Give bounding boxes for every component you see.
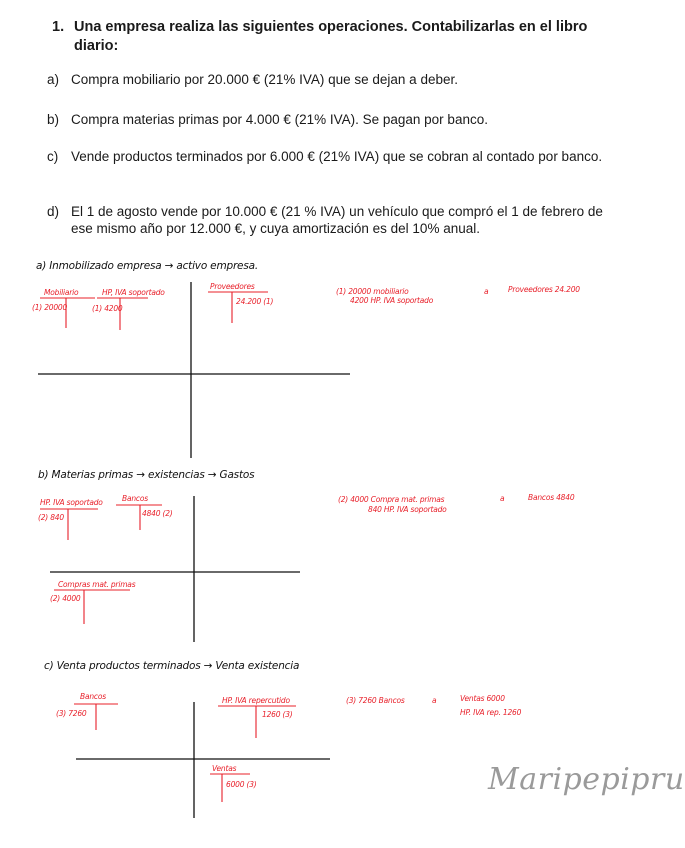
journal-a-debit-1: (1) 20000 mobiliario: [336, 287, 409, 296]
t-account-bancos-c-name: Bancos: [80, 692, 106, 701]
t-account-bancos-b-name: Bancos: [122, 494, 148, 503]
note-b-heading: b) Materias primas → existencias → Gastos: [38, 469, 255, 481]
note-c-heading: c) Venta productos terminados → Venta existencia: [44, 660, 300, 672]
t-account-compras-entry: (2) 4000: [50, 594, 81, 603]
item-text: Compra materias primas por 4.000 € (21% IVA). Se pagan por banco.: [71, 112, 488, 127]
journal-b-debit-1: (2) 4000 Compra mat. primas: [338, 495, 445, 504]
t-account-iva-soportado-name: HP, IVA soportado: [102, 288, 165, 297]
item-letter: c): [47, 149, 59, 164]
journal-a-credit: Proveedores 24.200: [508, 285, 580, 294]
t-account-ventas-entry: 6000 (3): [226, 780, 257, 789]
t-account-iva-soportado-b-entry: (2) 840: [38, 513, 64, 522]
t-account-iva-repercutido-name: HP. IVA repercutido: [222, 696, 290, 705]
t-account-compras-name: Compras mat. primas: [58, 580, 136, 589]
item-text: Vende productos terminados por 6.000 € (21% IVA) que se cobran al contado por banco.: [71, 149, 603, 164]
item-letter: b): [47, 112, 60, 127]
t-account-iva-soportado-entry: (1) 4200: [92, 304, 123, 313]
t-account-iva-soportado-b-name: HP. IVA soportado: [40, 498, 103, 507]
journal-b-credit: Bancos 4840: [528, 493, 575, 502]
item-letter: d): [47, 204, 60, 219]
exercise-number: 1.: [52, 19, 65, 35]
note-a-heading: a) Inmobilizado empresa → activo empresa.: [36, 260, 258, 272]
journal-c-debit-1: (3) 7260 Bancos: [346, 696, 405, 705]
red-t-accounts: [40, 292, 296, 802]
t-account-ventas-name: Ventas: [212, 764, 237, 773]
journal-a-debit-2: 4200 HP. IVA soportado: [350, 296, 434, 305]
t-account-bancos-b-entry: 4840 (2): [142, 509, 173, 518]
exercise-statement: Una empresa realiza las siguientes operaciones. Contabilizarlas en el libro diario:: [74, 19, 588, 54]
item-text: Compra mobiliario por 20.000 € (21% IVA) que se dejan a deber.: [71, 72, 458, 87]
journal-c-a: a: [432, 696, 437, 705]
t-account-mobiliario-name: Mobiliario: [44, 288, 79, 297]
t-account-proveedores-name: Proveedores: [210, 282, 255, 291]
journal-c-credit-2: HP. IVA rep. 1260: [460, 708, 522, 717]
journal-b-a: a: [500, 494, 505, 503]
black-cross-lines: [38, 282, 350, 818]
t-account-iva-repercutido-entry: 1260 (3): [262, 710, 293, 719]
item-letter: a): [47, 72, 60, 87]
journal-a-a: a: [484, 287, 489, 296]
journal-b-debit-2: 840 HP. IVA soportado: [368, 505, 447, 514]
t-account-proveedores-entry: 24.200 (1): [236, 297, 274, 306]
journal-c-credit-1: Ventas 6000: [460, 694, 505, 703]
t-account-bancos-c-entry: (3) 7260: [56, 709, 87, 718]
watermark-signature: Maripepipru: [488, 762, 685, 797]
t-account-mobiliario-entry: (1) 20000: [32, 303, 68, 312]
item-text: El 1 de agosto vende por 10.000 € (21 % IVA) un vehículo que compró el 1 de febrero de ese mismo año por 12.000 €, y cuya amortización es del 10% anual.: [71, 204, 603, 236]
